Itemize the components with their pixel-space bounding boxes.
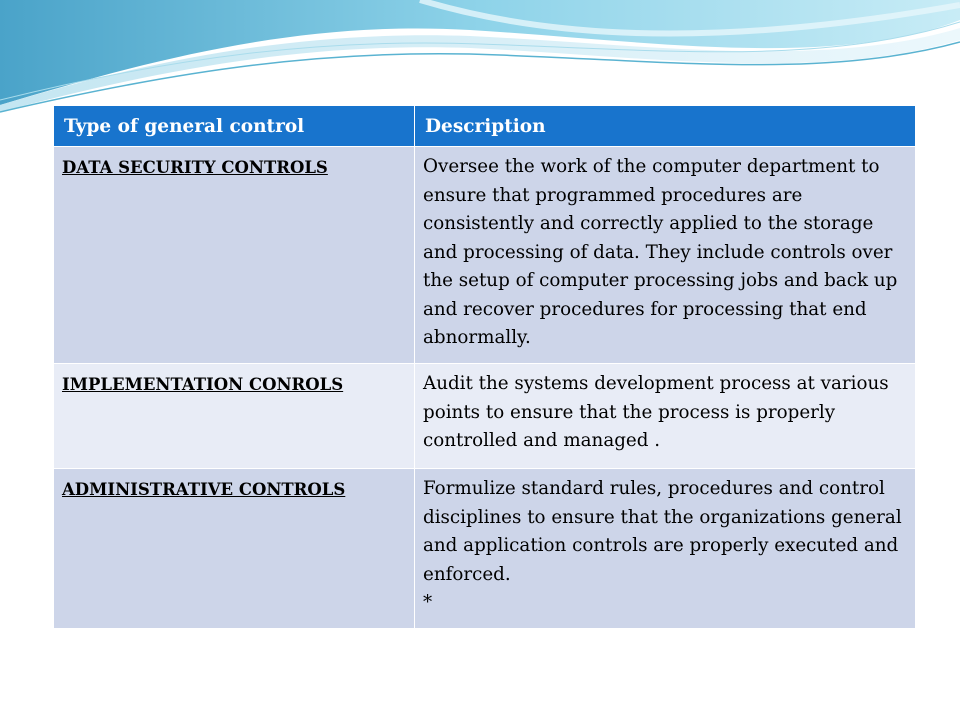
control-description: Oversee the work of the computer department to ensure that programmed procedures are consistently and correctly applied to the storage and processing of data. They include controls over the setup of computer processing jobs and back up and recover procedures for processing that end abnormally. (415, 147, 916, 364)
table-row (54, 469, 916, 629)
header-type: Type of general control (54, 106, 415, 147)
control-type: DATA SECURITY CONTROLS (54, 147, 415, 364)
table-header-row (54, 106, 916, 147)
table-row (54, 364, 916, 469)
control-description-cell (415, 469, 916, 629)
control-type: ADMINISTRATIVE CONTROLS (54, 469, 415, 629)
control-description: Formulize standard rules, procedures and control disciplines to ensure that the organizations general and application controls are properly executed and enforced. (423, 478, 902, 585)
control-description: Audit the systems development process at various points to ensure that the process is properly controlled and managed . (415, 364, 916, 469)
footnote-marker: * (423, 592, 433, 613)
header-wave-decoration (0, 0, 960, 120)
table-row (54, 147, 916, 364)
control-type: IMPLEMENTATION CONROLS (54, 364, 415, 469)
general-controls-table (53, 105, 916, 629)
header-description: Description (415, 106, 916, 147)
